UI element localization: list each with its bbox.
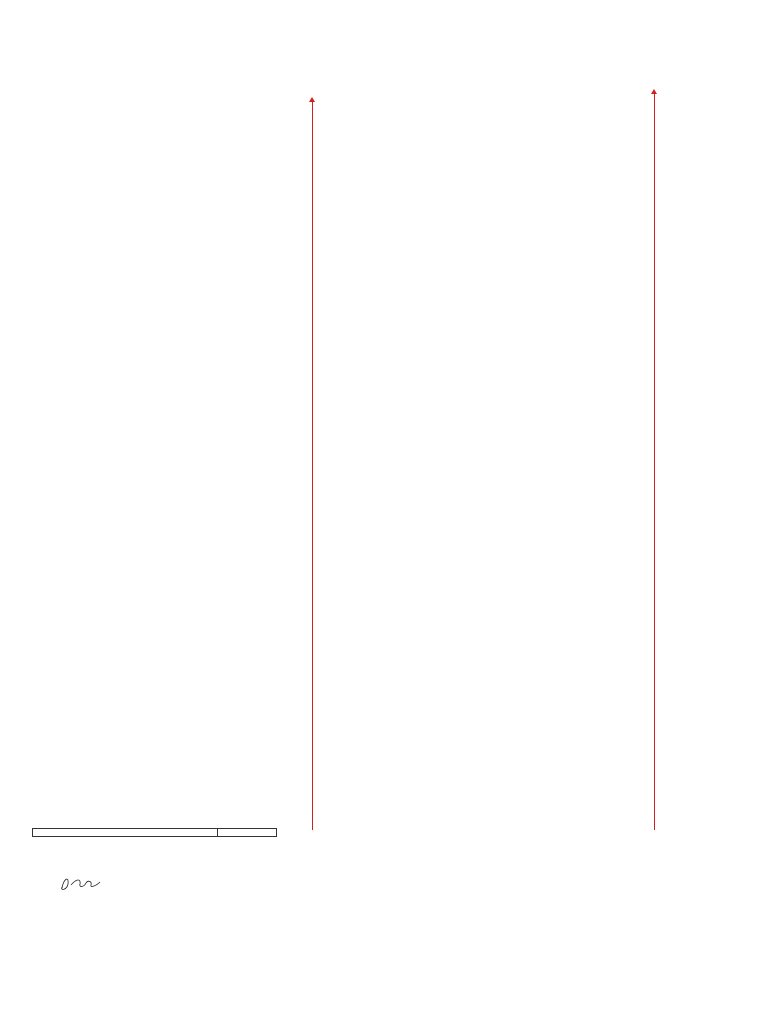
total-duration-label (33, 829, 218, 837)
end-marker-line (654, 92, 655, 830)
total-duration-table (32, 828, 277, 837)
start-marker-line (312, 100, 313, 830)
signature-image (56, 872, 106, 894)
start-marker-arrow (309, 97, 315, 102)
end-marker-arrow (651, 89, 657, 94)
total-duration-value (218, 829, 277, 837)
